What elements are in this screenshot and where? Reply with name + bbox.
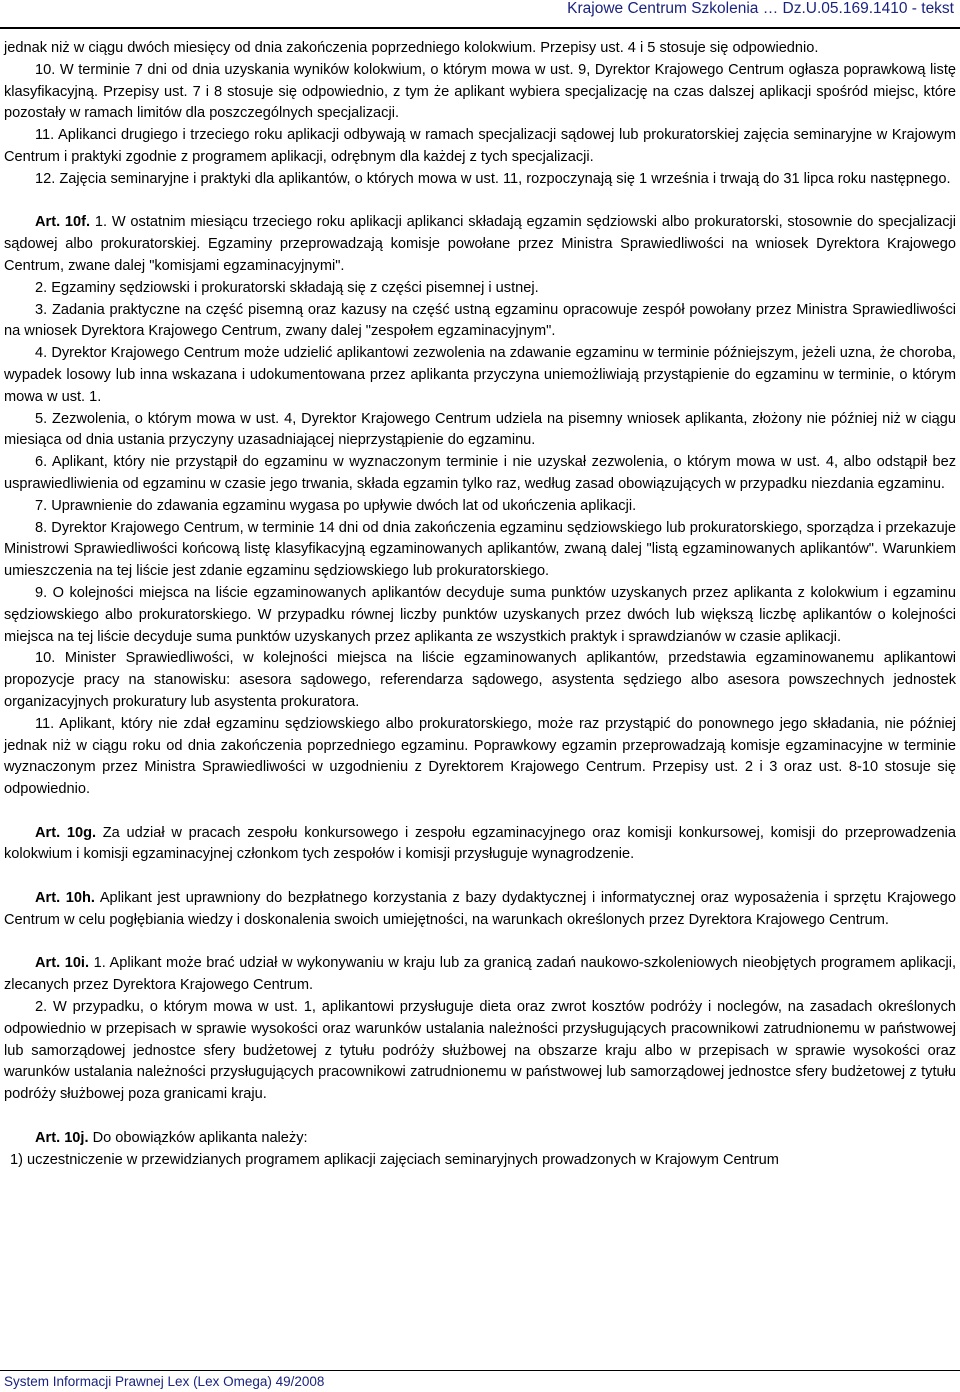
article-10f-p11: 11. Aplikant, który nie zdał egzaminu sędziowskiego albo prokuratorskiego, może raz przystąpić do ponownego jego składania, nie później jednak niż w ciągu roku od dnia zakończenia poprzedniego egzaminu. Poprawkowy egzamin przeprowadzają komisje egzaminacyjne w terminie wyznaczonym przez Ministra Sprawiedliwości w uzgodnieniu z Dyrektorem Krajowego Centrum. Przepisy ust. 2 i 3 oraz ust. 8-10 stosuje się odpowiednio. bbox=[4, 715, 956, 798]
article-10g-text: Za udział w pracach zespołu konkursowego i zespołu egzaminacyjnego oraz komisji konkursowej, komisji do przeprowadzenia kolokwium i komisji egzaminacyjnej członkom tych zespołów i komisji przysługuje wynagrodzenie. bbox=[4, 824, 956, 863]
paragraph-10: 10. W terminie 7 dni od dnia uzyskania wyników kolokwium, o którym mowa w ust. 9, Dyrektor Krajowego Centrum ogłasza poprawkową listę klasyfikacyjną. Przepisy ust. 7 i 8 stosuje się odpowiednio, z tym że aplikant wybiera specjalizację na czas dalszej aplikacji spośród miejsc, które pozostały w ramach limitów dla poszczególnych specjalizacji. bbox=[4, 61, 956, 122]
article-10f-p9: 9. O kolejności miejsca na liście egzaminowanych aplikantów decyduje suma punktów uzyskanych przez aplikanta z kolokwium i egzaminu sędziowskiego albo prokuratorskiego. W przypadku równej liczby punktów uzyskanych przez dwóch lub większą liczbę aplikantów o kolejności miejsca na tej liście decyduje suma punktów uzyskanych przez aplikanta ze wszystkich praktyk i sprawdzianów w czasie aplikacji. bbox=[4, 584, 956, 645]
article-10f-p2: 2. Egzaminy sędziowski i prokuratorski składają się z części pisemnej i ustnej. bbox=[35, 279, 539, 296]
article-10i-p1: 1. Aplikant może brać udział w wykonywaniu w kraju lub za granicą zadań naukowo-szkoleniowych nieobjętych programem aplikacji, zlecanych przez Dyrektora Krajowego Centrum. bbox=[4, 955, 956, 994]
article-10i bbox=[4, 953, 956, 997]
article-10f-p5: 5. Zezwolenia, o którym mowa w ust. 4, Dyrektor Krajowego Centrum udziela na pisemny wniosek aplikanta, złożony nie później niż w ciągu miesiąca od dnia ustania przyczyny uzasadniającej nieprzystąpienie do egzaminu. bbox=[4, 410, 956, 449]
article-10g-label: Art. 10g. bbox=[35, 824, 97, 841]
article-10h-text: Aplikant jest uprawniony do bezpłatnego korzystania z bazy dydaktycznej i informatycznej oraz wyposażenia i sprzętu Krajowego Centrum w celu pogłębiania wiedzy i doskonalenia swoich umiejętności, na warunkach określonych przez Dyrektora Krajowego Centrum. bbox=[4, 890, 956, 928]
paragraph-11: 11. Aplikanci drugiego i trzeciego roku aplikacji odbywają w ramach specjalizacji sądowej lub prokuratorskiej zajęcia seminaryjne w Krajowym Centrum i praktyki zgodnie z programem aplikacji, odrębnym dla każdej z tych specjalizacji. bbox=[4, 127, 956, 165]
document-footer: System Informacji Prawnej Lex (Lex Omega) 49/2008 bbox=[4, 1374, 325, 1389]
article-10f-label: Art. 10f. bbox=[35, 214, 91, 231]
document-body bbox=[4, 38, 956, 1171]
article-10i-p2: 2. W przypadku, o którym mowa w ust. 1, aplikantowi przysługuje dieta oraz zwrot kosztów podróży i noclegów, na zasadach określonych odpowiednio w przepisach w sprawie wysokości oraz warunków ustalania należności przysługujących pracownikowi zatrudnionemu w państwowej lub samorządowej jednostce sfery budżetowej z tytułu podróży służbowej na obszarze kraju albo w przepisach w sprawie wysokości oraz warunków ustalania należności przysługujących pracownikowi zatrudnionemu w państwowej lub samorządowej jednostce sfery budżetowej z tytułu podróży służbowej poza granicami kraju. bbox=[4, 999, 956, 1103]
paragraph-12: 12. Zajęcia seminaryjne i praktyki dla aplikantów, o których mowa w ust. 11, rozpoczynają się 1 września i trwają do 31 lipca roku następnego. bbox=[35, 170, 951, 187]
article-10j-text: Do obowiązków aplikanta należy: bbox=[92, 1129, 308, 1146]
article-10f-p8: 8. Dyrektor Krajowego Centrum, w terminie 14 dni od dnia zakończenia egzaminu sędziowskiego lub prokuratorskiego, sporządza i przekazuje Ministrowi Sprawiedliwości końcową listę klasyfikacyjną egzaminowanych aplikantów, zwaną dalej "listą egzaminowanych aplikantów". Warunkiem umieszczenia na tej liście jest zdanie egzaminu sędziowskiego lub prokuratorskiego. bbox=[4, 519, 956, 580]
article-10i-label: Art. 10i. bbox=[35, 955, 90, 972]
header-divider bbox=[0, 27, 960, 29]
paragraph-continuation: jednak niż w ciągu dwóch miesięcy od dnia zakończenia poprzedniego kolokwium. Przepisy ust. 4 i 5 stosuje się odpowiednio. bbox=[4, 40, 819, 56]
article-10g bbox=[4, 823, 956, 867]
article-10h-label: Art. 10h. bbox=[35, 890, 95, 907]
footer-divider bbox=[0, 1370, 960, 1371]
article-10j bbox=[4, 1128, 956, 1150]
article-10f-p6: 6. Aplikant, który nie przystąpił do egzaminu w wyznaczonym terminie i nie uzyskał zezwolenia, o którym mowa w ust. 4, albo odstąpił bez usprawiedliwienia od egzaminu w czasie jego trwania, składa egzamin tylko raz, według zasad obowiązujących w przypadku niezdania egzaminu. bbox=[4, 454, 956, 492]
article-10h bbox=[4, 888, 956, 932]
article-10f-p4: 4. Dyrektor Krajowego Centrum może udzielić aplikantowi zezwolenia na zdawanie egzaminu w terminie późniejszym, jeżeli uzna, że choroba, wypadek losowy lub inna wskazana i udokumentowana przez aplikanta przyczyna uniemożliwiają przystąpienie do egzaminu w terminie, o którym mowa w ust. 1. bbox=[4, 345, 956, 405]
document-header-title: Krajowe Centrum Szkolenia … Dz.U.05.169.1410 - tekst bbox=[567, 0, 954, 17]
article-10f-p3: 3. Zadania praktyczne na część pisemną oraz kazusy na część ustną egzaminu opracowuje zespół powołany przez Ministra Sprawiedliwości na wniosek Dyrektora Krajowego Centrum, zwany dalej "zespołem egzaminacyjnym". bbox=[4, 301, 956, 340]
article-10j-label: Art. 10j. bbox=[35, 1129, 89, 1146]
article-10f-p10: 10. Minister Sprawiedliwości, w kolejności miejsca na liście egzaminowanych aplikantów, przedstawia egzaminowanemu aplikantowi propozycje pracy na stanowisku: asesora sądowego, referendarza sądowego, asystenta sędziego albo asesora powszechnych jednostek organizacyjnych prokuratury lub asystenta prokuratora. bbox=[4, 650, 956, 710]
article-10f-p1: 1. W ostatnim miesiącu trzeciego roku aplikacji aplikanci składają egzamin sędziowski albo prokuratorski, stosownie do specjalizacji sądowej albo prokuratorskiej. Egzaminy przeprowadzają komisje powołane przez Ministra Sprawiedliwości na wniosek Dyrektora Krajowego Centrum, zwane dalej "komisjami egzaminacyjnymi". bbox=[4, 214, 956, 274]
article-10f bbox=[4, 212, 956, 277]
article-10f-p7: 7. Uprawnienie do zdawania egzaminu wygasa po upływie dwóch lat od ukończenia aplikacji. bbox=[35, 497, 637, 514]
article-10j-item-1: 1) uczestniczenie w przewidzianych programem aplikacji zajęciach seminaryjnych prowadzonych w Krajowym Centrum bbox=[10, 1151, 779, 1168]
